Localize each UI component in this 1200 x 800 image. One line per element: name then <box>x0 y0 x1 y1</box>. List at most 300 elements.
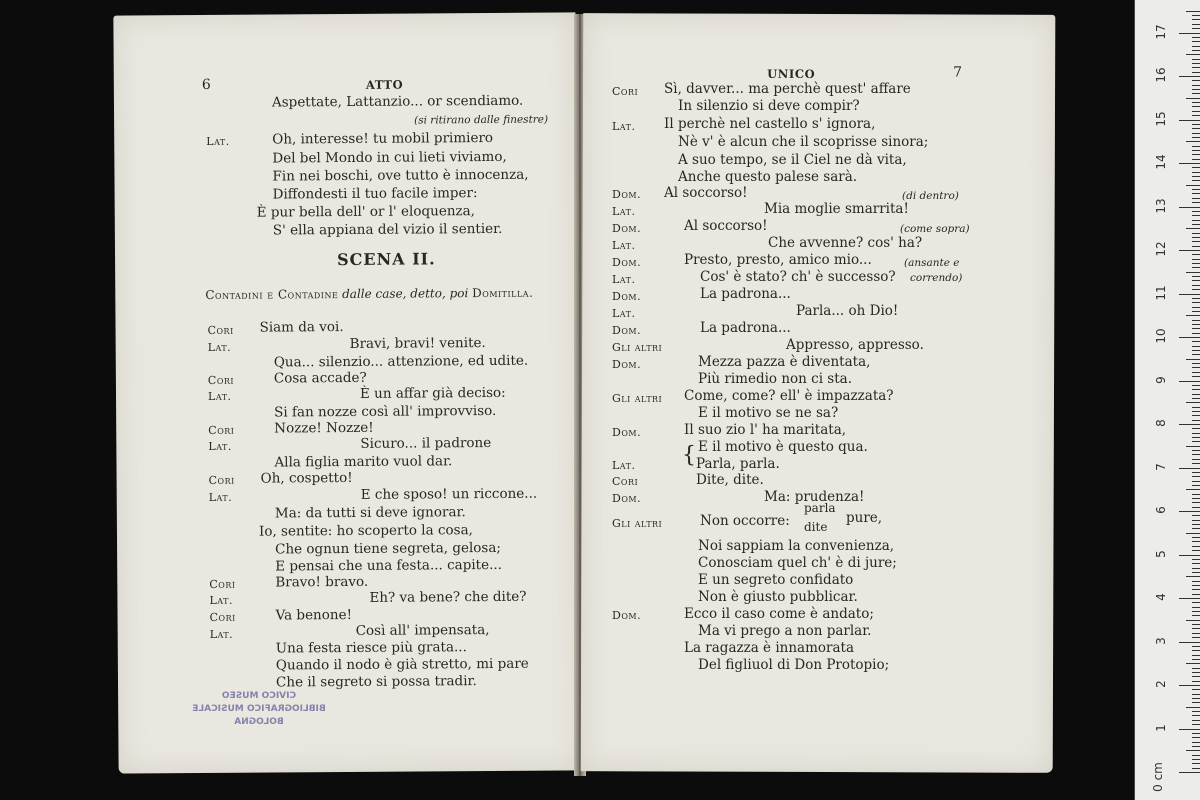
text-line: Che avvenne? cos' ha? <box>768 235 923 251</box>
ruler-tick <box>1192 267 1200 268</box>
speaker: Dom. <box>612 426 642 439</box>
ruler-tick <box>1192 324 1200 325</box>
ruler-tick <box>1192 367 1200 368</box>
ruler-tick <box>1186 228 1200 229</box>
text-line: Una festa riesce più grata... <box>275 639 467 657</box>
ruler-tick <box>1192 385 1200 386</box>
text-line: Nozze! Nozze! <box>274 419 374 437</box>
ruler-tick <box>1179 468 1200 469</box>
speaker: Gli altri <box>612 517 663 530</box>
ruler-tick <box>1192 198 1200 199</box>
speaker: Dom. <box>612 358 642 371</box>
ruler-tick <box>1192 50 1200 51</box>
text-line: La ragazza è innamorata <box>684 640 855 656</box>
ruler-tick <box>1192 637 1200 638</box>
text-line: Si fan nozze così all' improvviso. <box>274 402 497 421</box>
ruler-tick <box>1192 550 1200 551</box>
ruler-tick <box>1192 463 1200 464</box>
text-line: Ma: da tutti si deve ignorar. <box>274 504 466 522</box>
stage-direction: (come sopra) <box>900 223 970 235</box>
text-line: Qua... silenzio... attenzione, ed udite. <box>273 352 529 371</box>
ruler-tick <box>1192 167 1200 168</box>
text-line: Bravi, bravi! venite. <box>349 335 486 352</box>
text-line: Quando il nodo è già stretto, mi pare <box>275 655 529 674</box>
ruler-tick <box>1179 598 1200 599</box>
ruler-tick <box>1179 337 1200 338</box>
text-line: Non occorre: <box>700 513 790 529</box>
text-line: Appresso, appresso. <box>786 337 924 353</box>
ruler-tick <box>1192 41 1200 42</box>
ruler-tick <box>1192 46 1200 47</box>
text-line: Alla figlia marito vuol dar. <box>274 453 453 471</box>
ruler-tick <box>1192 702 1200 703</box>
ruler-tick <box>1192 568 1200 569</box>
ruler-tick <box>1192 481 1200 482</box>
ruler-tick <box>1179 76 1200 77</box>
ruler-tick <box>1186 750 1200 751</box>
text-line: Aspettate, Lattanzio... or scendiamo. <box>271 92 524 111</box>
ruler-tick <box>1192 24 1200 25</box>
ruler-tick <box>1192 302 1200 303</box>
speaker: Lat. <box>207 389 232 403</box>
ruler-tick <box>1192 180 1200 181</box>
ruler-number: 7 <box>1154 462 1168 471</box>
ruler-tick <box>1192 237 1200 238</box>
ruler-tick <box>1192 246 1200 247</box>
ruler-tick <box>1192 350 1200 351</box>
ruler-tick <box>1192 459 1200 460</box>
ruler-tick <box>1192 172 1200 173</box>
ruler-tick <box>1192 259 1200 260</box>
ruler-tick <box>1192 724 1200 725</box>
ruler-tick <box>1192 211 1200 212</box>
text-line: È un affar già deciso: <box>359 384 506 402</box>
speaker: Dom. <box>612 188 642 201</box>
scene-title: SCENA II. <box>337 249 436 270</box>
speaker: Cori <box>208 473 235 487</box>
left-page <box>113 12 580 773</box>
text-line: Cos' è stato? ch' è successo? <box>700 269 896 285</box>
ruler-tick <box>1192 450 1200 451</box>
ruler-tick <box>1179 163 1200 164</box>
speaker: Cori <box>209 577 236 591</box>
ruler-tick <box>1192 437 1200 438</box>
ruler-tick <box>1192 624 1200 625</box>
ruler-tick <box>1192 320 1200 321</box>
ruler-tick <box>1192 520 1200 521</box>
text-line: Sicuro... il padrone <box>360 434 492 452</box>
measuring-ruler <box>1134 0 1200 800</box>
ruler-tick <box>1192 133 1200 134</box>
text-line: E il motivo se ne sa? <box>698 405 839 421</box>
ruler-tick <box>1192 67 1200 68</box>
speaker: Dom. <box>612 492 642 505</box>
page-number-right: 7 <box>953 64 963 81</box>
text-line: A suo tempo, se il Ciel ne dà vita, <box>678 152 907 168</box>
speaker: Cori <box>207 323 234 337</box>
ruler-tick <box>1192 137 1200 138</box>
ruler-tick <box>1192 124 1200 125</box>
ruler-tick <box>1192 407 1200 408</box>
speaker: Cori <box>207 373 235 387</box>
text-line: E pensai che una festa... capite... <box>275 556 502 575</box>
ruler-tick <box>1192 285 1200 286</box>
ruler-tick <box>1192 115 1200 116</box>
ruler-tick <box>1192 89 1200 90</box>
ruler-tick <box>1179 511 1200 512</box>
ruler-number: 1 <box>1154 723 1168 732</box>
ruler-tick <box>1192 15 1200 16</box>
ruler-tick <box>1192 563 1200 564</box>
ruler-tick <box>1179 33 1200 34</box>
ruler-tick <box>1192 276 1200 277</box>
ruler-tick <box>1192 615 1200 616</box>
brace-glyph: { <box>682 443 696 468</box>
text-line: Sì, davver... ma perchè quest' affare <box>664 81 911 97</box>
speaker: Dom. <box>612 290 642 303</box>
text-line: Mezza pazza è diventata, <box>698 354 871 370</box>
ruler-tick <box>1186 54 1200 55</box>
ruler-tick <box>1186 489 1200 490</box>
ruler-tick <box>1179 120 1200 121</box>
ruler-tick <box>1192 559 1200 560</box>
ruler-tick <box>1192 759 1200 760</box>
ruler-tick <box>1192 394 1200 395</box>
ruler-tick <box>1192 398 1200 399</box>
ruler-tick <box>1192 681 1200 682</box>
ruler-tick <box>1186 533 1200 534</box>
ruler-tick <box>1192 93 1200 94</box>
ruler-tick <box>1192 742 1200 743</box>
ruler-tick <box>1186 402 1200 403</box>
ruler-tick <box>1192 389 1200 390</box>
ruler-tick <box>1192 755 1200 756</box>
ruler-tick <box>1192 715 1200 716</box>
ruler-tick <box>1192 106 1200 107</box>
speaker: Lat. <box>612 120 636 133</box>
ruler-tick <box>1192 502 1200 503</box>
speaker: Cori <box>208 423 235 437</box>
ruler-tick <box>1192 159 1200 160</box>
running-head-left: ATTO <box>365 77 404 92</box>
ruler-tick <box>1179 685 1200 686</box>
ruler-tick <box>1192 572 1200 573</box>
ruler-tick <box>1192 541 1200 542</box>
ruler-tick <box>1192 676 1200 677</box>
text-line: Il suo zio l' ha maritata, <box>684 422 847 438</box>
text-line: Io, sentite: ho scoperto la cosa, <box>258 522 473 540</box>
text-line: Al soccorso! <box>684 218 768 234</box>
ruler-tick <box>1192 494 1200 495</box>
text-line: Siam da voi. <box>259 319 344 336</box>
speaker: Lat. <box>206 134 230 148</box>
ruler-tick <box>1192 150 1200 151</box>
ruler-tick <box>1179 424 1200 425</box>
ruler-tick <box>1192 37 1200 38</box>
ruler-tick <box>1192 72 1200 73</box>
page-number-left: 6 <box>201 76 211 94</box>
ruler-tick <box>1192 607 1200 608</box>
speaker: Gli altri <box>612 392 663 405</box>
ruler-tick <box>1192 411 1200 412</box>
ruler-tick <box>1192 498 1200 499</box>
ruler-tick <box>1192 672 1200 673</box>
ruler-tick <box>1192 372 1200 373</box>
ruler-tick <box>1192 698 1200 699</box>
ruler-tick <box>1192 585 1200 586</box>
ruler-tick <box>1192 611 1200 612</box>
ruler-tick <box>1192 546 1200 547</box>
running-head-right: UNICO <box>767 66 816 81</box>
text-line: Presto, presto, amico mio... <box>684 252 872 268</box>
text-line: E il motivo è questo qua. <box>698 439 868 455</box>
ruler-number: 3 <box>1154 636 1168 645</box>
ruler-tick <box>1192 441 1200 442</box>
text-line: Cosa accade? <box>273 369 367 387</box>
ruler-tick <box>1192 746 1200 747</box>
speaker: Lat. <box>612 307 636 320</box>
ruler-tick <box>1192 594 1200 595</box>
text-line: Parla, parla. <box>696 456 780 472</box>
ruler-tick <box>1192 28 1200 29</box>
ruler-tick <box>1186 141 1200 142</box>
ruler-tick <box>1192 581 1200 582</box>
speaker: Lat. <box>209 593 233 607</box>
ruler-tick <box>1192 102 1200 103</box>
ruler-tick <box>1192 737 1200 738</box>
text-line: Ma vi prego a non parlar. <box>698 623 872 639</box>
speaker: Gli altri <box>612 341 663 354</box>
ruler-tick <box>1192 241 1200 242</box>
text-line: La padrona... <box>700 286 791 302</box>
stacked-word-top: parla <box>804 501 836 515</box>
ruler-tick <box>1186 315 1200 316</box>
text-line: Come, come? ell' è impazzata? <box>684 388 894 404</box>
ruler-tick <box>1192 80 1200 81</box>
ruler-tick <box>1186 98 1200 99</box>
speaker: Lat. <box>612 239 636 252</box>
ruler-number: 15 <box>1154 110 1168 127</box>
ruler-tick <box>1192 202 1200 203</box>
ruler-tick <box>1186 707 1200 708</box>
ruler-tick <box>1192 59 1200 60</box>
library-stamp: CIVICO MUSEO BIBLIOGRAFICO MUSICALE BOLOGNA <box>192 691 326 727</box>
ruler-tick <box>1192 733 1200 734</box>
speaker: Dom. <box>612 256 642 269</box>
speaker: Cori <box>612 475 639 488</box>
ruler-tick <box>1192 528 1200 529</box>
speaker: Lat. <box>612 273 636 286</box>
ruler-tick <box>1192 720 1200 721</box>
ruler-tick <box>1186 576 1200 577</box>
stage-direction: (di dentro) <box>902 190 959 202</box>
ruler-tick <box>1192 154 1200 155</box>
text-line: Oh, cospetto! <box>260 469 353 487</box>
ruler-tick <box>1192 111 1200 112</box>
text-line: Parla... oh Dio! <box>796 303 899 319</box>
ruler-number: 2 <box>1154 680 1168 688</box>
text-line: È pur bella dell' or l' eloquenza, <box>256 203 475 221</box>
ruler-tick <box>1192 215 1200 216</box>
ruler-tick <box>1186 359 1200 360</box>
ruler-tick <box>1192 311 1200 312</box>
ruler-number: 10 <box>1154 328 1168 344</box>
text-line: Bravo! bravo. <box>275 573 369 591</box>
text-line: Il perchè nel castello s' ignora, <box>664 116 876 132</box>
ruler-tick <box>1192 415 1200 416</box>
ruler-tick <box>1192 515 1200 516</box>
ruler-tick <box>1192 146 1200 147</box>
ruler-tick <box>1192 655 1200 656</box>
text-line: Del figliuol di Don Protopio; <box>698 657 890 673</box>
ruler-tick <box>1179 207 1200 208</box>
ruler-tick <box>1192 602 1200 603</box>
ruler-tick <box>1192 254 1200 255</box>
ruler-tick <box>1192 763 1200 764</box>
ruler-tick <box>1179 381 1200 382</box>
speaker: Dom. <box>612 609 642 622</box>
text-line: Del bel Mondo in cui lieti viviamo, <box>272 148 507 167</box>
ruler-tick <box>1192 333 1200 334</box>
text-line: La padrona... <box>700 320 791 336</box>
ruler-tick <box>1192 633 1200 634</box>
ruler-number: 6 <box>1154 506 1168 514</box>
ruler-tick <box>1192 476 1200 477</box>
ruler-tick <box>1192 307 1200 308</box>
ruler-tick <box>1186 185 1200 186</box>
ruler-tick <box>1192 176 1200 177</box>
ruler-tick <box>1192 193 1200 194</box>
ruler-tick <box>1192 485 1200 486</box>
ruler-tick <box>1192 433 1200 434</box>
ruler-tick <box>1192 646 1200 647</box>
speaker: Lat. <box>207 340 232 354</box>
text-line: Al soccorso! <box>664 185 748 201</box>
stacked-word-after: pure, <box>846 510 883 526</box>
ruler-tick <box>1192 589 1200 590</box>
ruler-tick <box>1192 694 1200 695</box>
ruler-tick <box>1179 642 1200 643</box>
text-line: In silenzio si deve compir? <box>678 98 860 114</box>
ruler-tick <box>1192 189 1200 190</box>
ruler-number: 11 <box>1154 284 1168 301</box>
text-line: Mia moglie smarrita! <box>764 201 909 217</box>
ruler-number: 9 <box>1154 375 1168 384</box>
ruler-tick <box>1186 272 1200 273</box>
speaker: Lat. <box>209 627 234 641</box>
ruler-tick <box>1192 428 1200 429</box>
ruler-number: 17 <box>1154 23 1168 40</box>
ruler-tick <box>1192 233 1200 234</box>
speaker: Lat. <box>208 439 232 453</box>
ruler-tick <box>1179 729 1200 730</box>
ruler-tick <box>1192 280 1200 281</box>
text-line: S' ella appiana del vizio il sentier. <box>272 220 503 239</box>
text-line: Che ognun tiene segreta, gelosa; <box>275 539 501 558</box>
ruler-number: 12 <box>1154 241 1168 257</box>
stage-direction: (ansante e <box>904 257 960 269</box>
ruler-tick <box>1179 294 1200 295</box>
text-line: Oh, interesse! tu mobil primiero <box>272 129 494 148</box>
text-line: Ecco il caso come è andato; <box>684 606 874 622</box>
ruler-tick <box>1192 628 1200 629</box>
text-line: Fin nei boschi, ove tutto è innocenza, <box>272 166 529 185</box>
ruler-tick <box>1192 650 1200 651</box>
ruler-tick <box>1192 263 1200 264</box>
speaker: Cori <box>612 85 639 98</box>
ruler-tick <box>1179 250 1200 251</box>
text-line: Va benone! <box>275 606 353 624</box>
ruler-tick <box>1186 11 1200 12</box>
text-line: E che sposo! un riccone... <box>360 485 538 503</box>
text-line: Anche questo palese sarà. <box>678 169 858 185</box>
ruler-tick <box>1192 363 1200 364</box>
ruler-number: 14 <box>1154 154 1168 170</box>
ruler-tick <box>1192 289 1200 290</box>
ruler-tick <box>1179 555 1200 556</box>
ruler-tick <box>1192 220 1200 221</box>
ruler-number: 8 <box>1154 419 1168 427</box>
ruler-tick <box>1192 19 1200 20</box>
text-line: Non è giusto pubblicar. <box>698 589 858 605</box>
stage-direction: (si ritirano dalle finestre) <box>414 113 549 127</box>
ruler-tick <box>1192 346 1200 347</box>
text-line: Che il segreto si possa tradir. <box>275 673 477 691</box>
ruler-tick <box>1186 620 1200 621</box>
text-line: Noi sappiam la convenienza, <box>698 538 895 554</box>
ruler-tick <box>1192 376 1200 377</box>
ruler-tick <box>1192 85 1200 86</box>
speaker: Lat. <box>208 490 233 504</box>
speaker: Lat. <box>612 459 636 472</box>
ruler-tick <box>1192 63 1200 64</box>
ruler-tick <box>1192 472 1200 473</box>
ruler-tick <box>1186 446 1200 447</box>
ruler-tick <box>1192 524 1200 525</box>
ruler-tick <box>1192 341 1200 342</box>
ruler-tick <box>1192 354 1200 355</box>
ruler-tick <box>1192 328 1200 329</box>
ruler-tick <box>1192 128 1200 129</box>
text-line: Più rimedio non ci sta. <box>698 371 852 387</box>
ruler-tick <box>1192 537 1200 538</box>
text-line: Dite, dite. <box>696 472 764 488</box>
stage-direction: correndo) <box>910 272 963 284</box>
text-line: Eh? va bene? che dite? <box>369 588 527 606</box>
ruler-number: 5 <box>1154 549 1168 558</box>
ruler-tick <box>1186 663 1200 664</box>
speaker: Cori <box>209 610 236 624</box>
ruler-tick <box>1192 689 1200 690</box>
text-line: E un segreto confidato <box>698 572 854 588</box>
ruler-tick <box>1192 420 1200 421</box>
stacked-word-bottom: dite <box>804 520 828 534</box>
ruler-tick <box>1192 668 1200 669</box>
ruler-tick <box>1192 711 1200 712</box>
ruler-tick <box>1192 507 1200 508</box>
ruler-number: 13 <box>1154 197 1168 214</box>
speaker: Lat. <box>612 205 636 218</box>
ruler-tick <box>1192 298 1200 299</box>
ruler-tick <box>1192 768 1200 769</box>
text-line: Nè v' è alcun che il scoprisse sinora; <box>678 134 929 150</box>
ruler-tick <box>1192 454 1200 455</box>
ruler-tick <box>1179 772 1200 773</box>
speaker: Dom. <box>612 324 642 337</box>
ruler-tick <box>1192 224 1200 225</box>
text-line: Così all' impensata, <box>355 622 490 639</box>
ruler-tick <box>1192 659 1200 660</box>
